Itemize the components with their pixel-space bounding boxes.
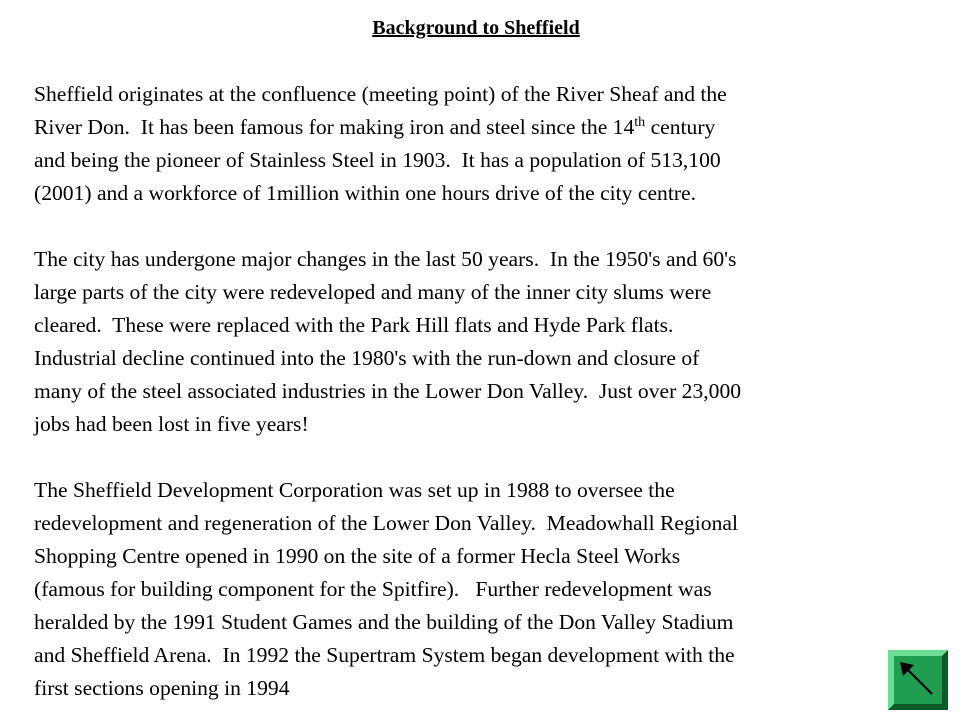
line-text: large parts of the city were redeveloped and many of the inner city slums were [34,280,712,304]
text-line [34,408,914,441]
line-text: (2001) and a workforce of 1million within one hours drive of the city centre. [34,181,697,205]
line-text: jobs had been lost in five years! [34,412,309,436]
line-text: The Sheffield Development Corporation was set up in 1988 to oversee the [34,478,675,502]
text-line [34,144,914,177]
superscript: th [634,114,646,130]
paragraph-2 [34,243,914,441]
line-text: The city has undergone major changes in the last 50 years. In the 1950's and 60's [34,247,737,271]
line-text: redevelopment and regeneration of the Lower Don Valley. Meadowhall Regional [34,511,738,535]
text-line [34,111,914,144]
text-line [34,639,914,672]
paragraph-1 [34,78,914,210]
text-line [34,177,914,210]
text-line [34,474,914,507]
text-line [34,540,914,573]
line-text: (famous for building component for the Spitfire). Further redevelopment was [34,577,712,601]
text-line [34,573,914,606]
line-text: and Sheffield Arena. In 1992 the Supertram System began development with the [34,643,735,667]
text-line [34,309,914,342]
text-line [34,606,914,639]
line-text: Industrial decline continued into the 1980's with the run-down and closure of [34,346,700,370]
line-text: and being the pioneer of Stainless Steel in 1903. It has a population of 513,100 [34,148,721,172]
return-arrow-icon [888,650,948,710]
text-line [34,342,914,375]
line-text: heralded by the 1991 Student Games and the building of the Don Valley Stadium [34,610,734,634]
text-line [34,507,914,540]
text-line [34,78,914,111]
text-line [34,375,914,408]
line-text: Shopping Centre opened in 1990 on the site of a former Hecla Steel Works [34,544,681,568]
body-text [34,78,914,705]
text-line [34,276,914,309]
line-text: many of the steel associated industries in the Lower Don Valley. Just over 23,000 [34,379,742,403]
text-line [34,672,914,705]
line-text: cleared. These were replaced with the Park Hill flats and Hyde Park flats. [34,313,674,337]
page-title: Background to Sheffield [372,17,580,39]
line-text: River Don. It has been famous for making iron and steel since the 14 [34,115,635,139]
line-text: Sheffield originates at the confluence (meeting point) of the River Sheaf and the [34,82,727,106]
line-text: first sections opening in 1994 [34,676,290,700]
text-line [34,243,914,276]
line-text-continued: century [645,115,716,139]
paragraph-3 [34,474,914,705]
return-button[interactable] [888,650,948,710]
